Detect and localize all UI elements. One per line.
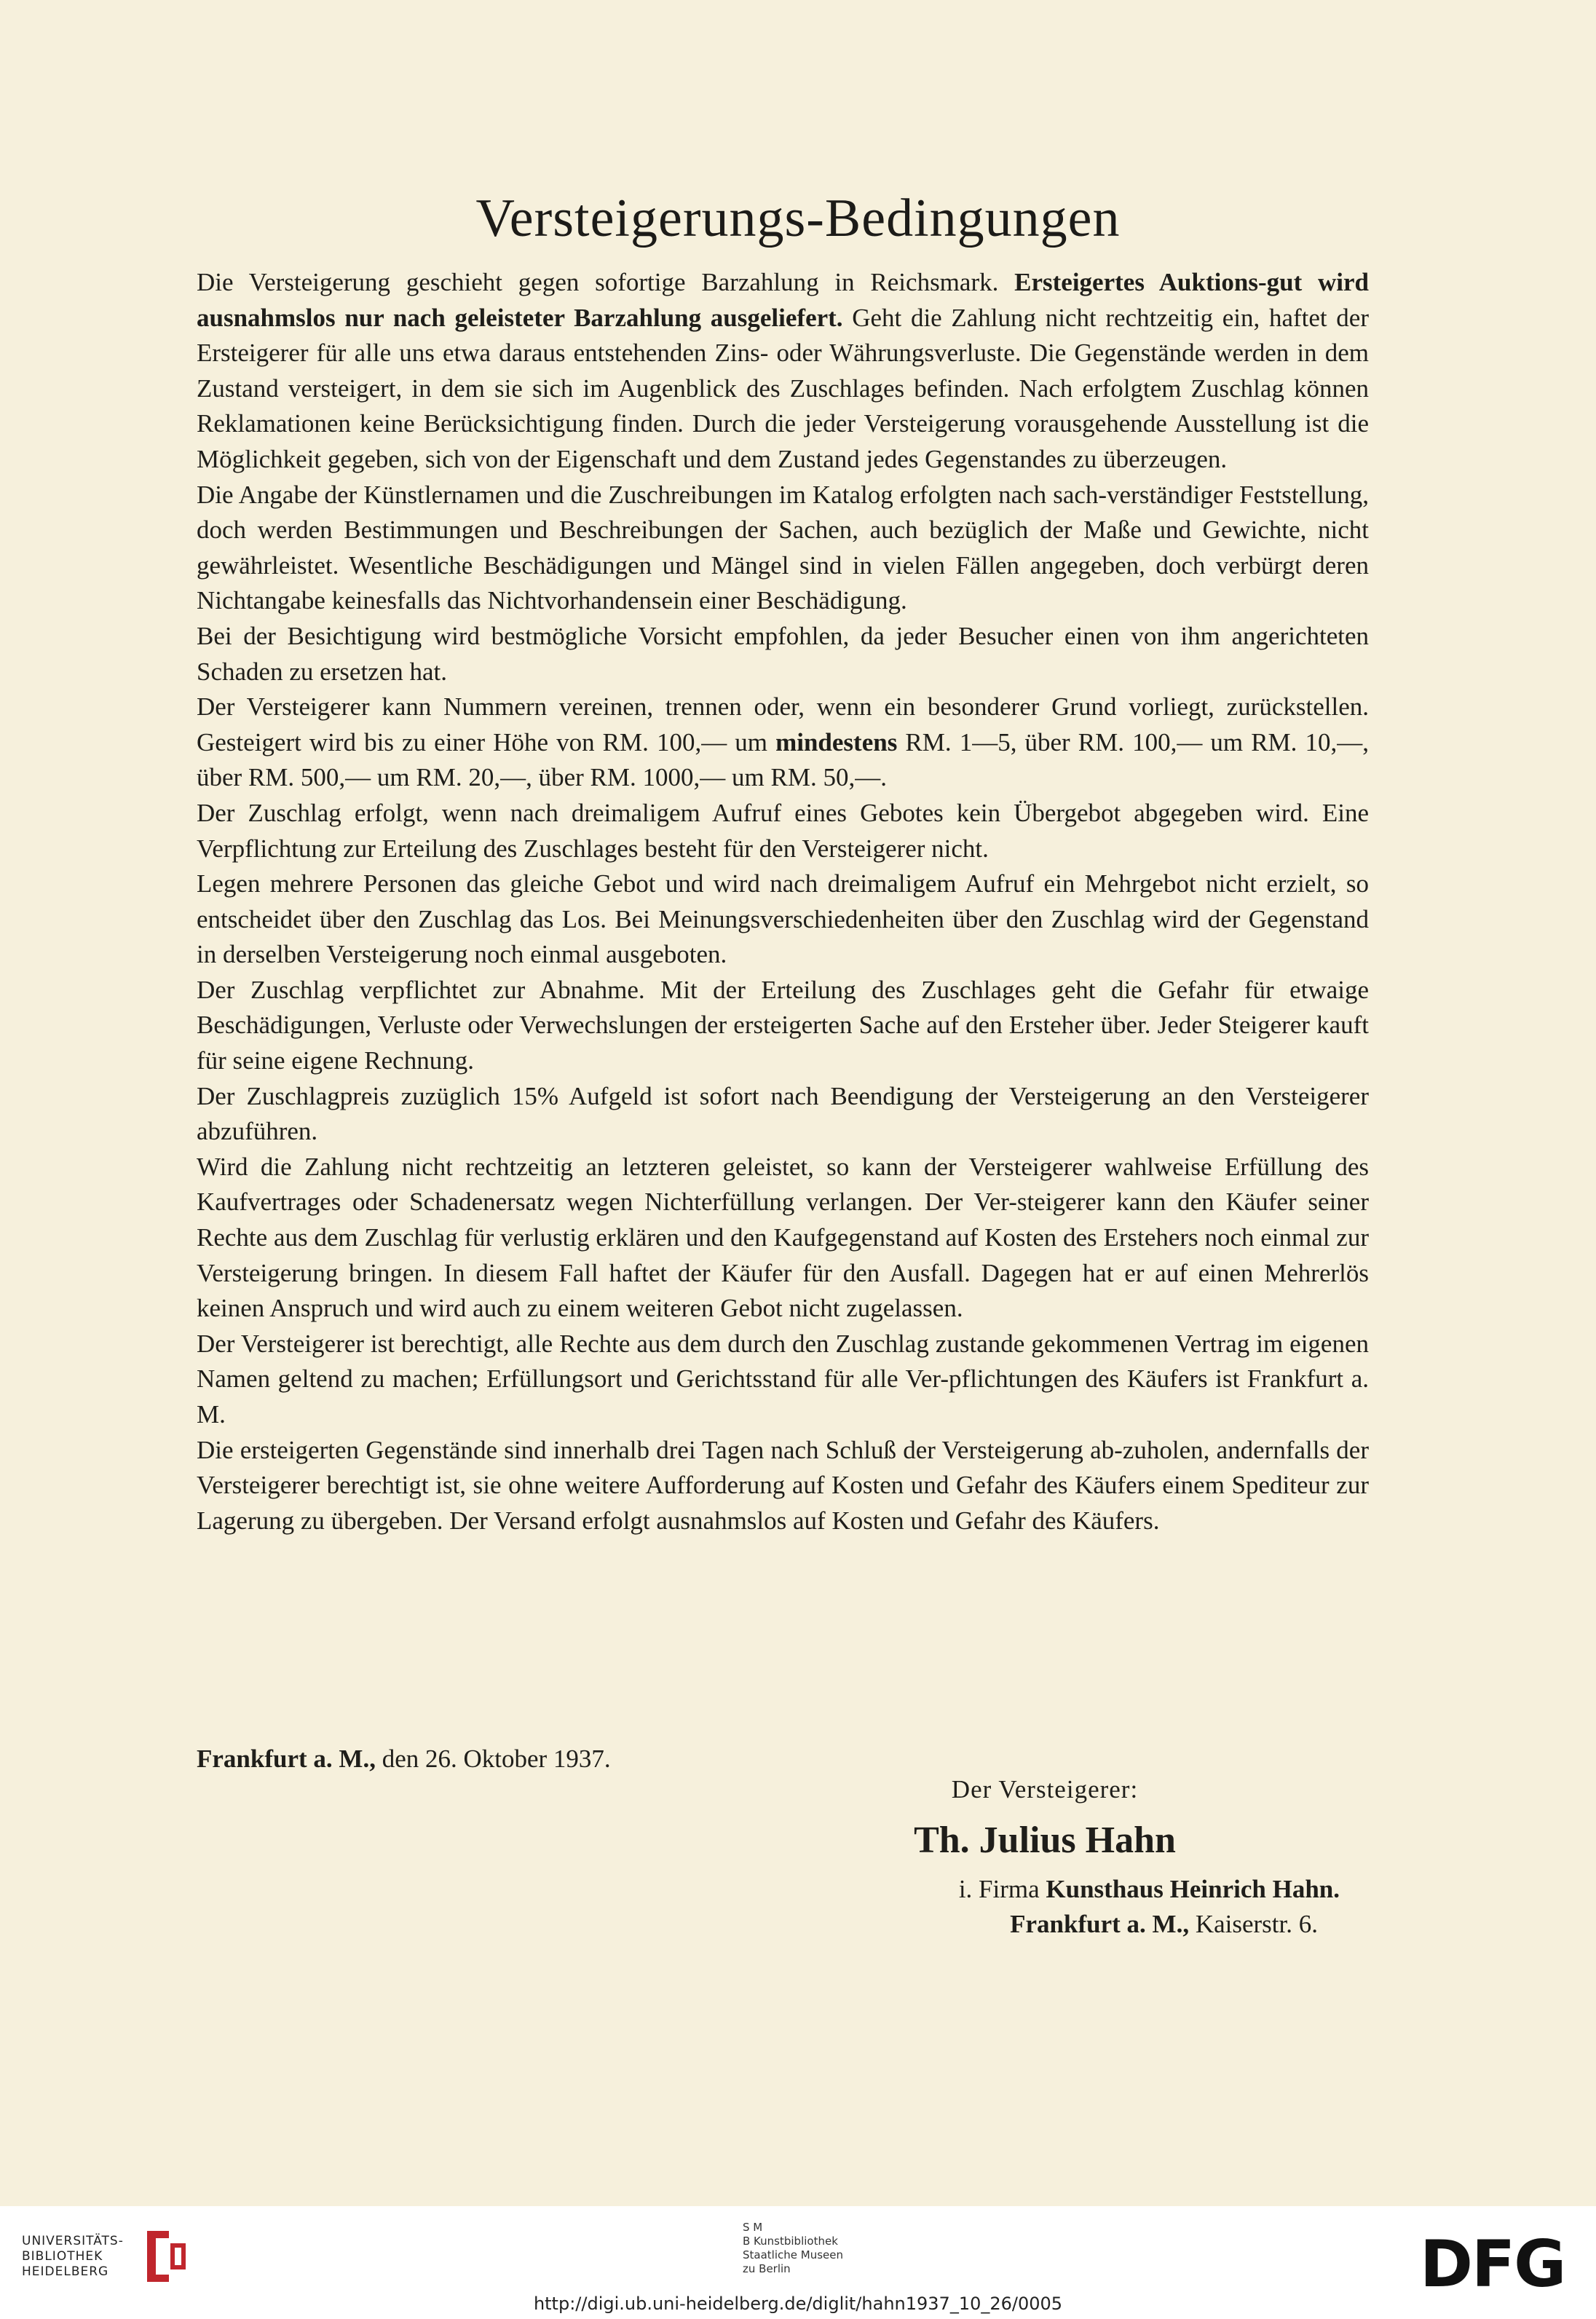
paragraph-premium: Der Zuschlagpreis zuzüglich 15% Aufgeld ist sofort nach Beendigung der Versteigerung an den Versteigerer abzuführen. bbox=[197, 1081, 1369, 1146]
kunstbibliothek-credit bbox=[743, 2221, 843, 2276]
credit-line: B Kunstbibliothek bbox=[743, 2235, 838, 2248]
signature-name: Th. Julius Hahn bbox=[914, 1820, 1176, 1861]
dateline-place: Frankfurt a. M., bbox=[197, 1745, 376, 1773]
paragraph-bidding bbox=[197, 690, 1369, 796]
signature-address bbox=[684, 1910, 1340, 1939]
text-run: Die Versteigerung geschieht gegen sofortige Barzahlung in Reichsmark. bbox=[197, 268, 1015, 296]
paragraph-viewing: Bei der Besichtigung wird bestmögliche Vorsicht empfohlen, da jeder Besucher einen von ihm angerichteten Schaden zu ersetzen hat. bbox=[197, 621, 1369, 686]
paragraph-tie: Legen mehrere Personen das gleiche Gebot und wird nach dreimaligem Aufruf ein Mehrgebot nicht erzielt, so entscheidet über den Zuschlag das Los. Bei Meinungsverschiedenheiten über den Zuschlag wird der Gegenstand in derselben Versteigerung noch einmal ausgeboten. bbox=[197, 869, 1369, 969]
bold-text-run: mindestens bbox=[775, 727, 898, 756]
text-run: RM. 1—5, über RM. 100,— um RM. 10,—, über RM. 500,— um RM. 20,—, über RM. 1000,— um RM. 50,—. bbox=[197, 727, 1369, 792]
text-run: Geht die Zahlung nicht rechtzeitig ein, haftet der Ersteigerer für alle uns etwa daraus entstehenden Zins- oder Währungsverluste. Die Gegenstände werden in dem Zustand versteigert, in dem sie sich im Augenblick des Zuschlages befinden. Nach erfolgtem Zuschlag können Reklamationen keine Berücksichtigung finden. Durch die jeder Versteigerung vorausgehende Ausstellung ist die Möglichkeit gegeben, sich von der Eigenschaft und dem Zustand jedes Gegenstandes zu überzeugen. bbox=[197, 303, 1369, 473]
paragraph-payment bbox=[197, 265, 1369, 478]
uni-line: UNIVERSITÄTS- bbox=[22, 2234, 124, 2248]
uni-line: BIBLIOTHEK bbox=[22, 2249, 103, 2264]
conditions-text bbox=[197, 265, 1369, 1538]
bold-text-run: Ersteigertes Auktions-gut wird ausnahmslos nur nach geleisteter Barzahlung ausgeliefert. bbox=[197, 268, 1370, 332]
dfg-logo: DFG bbox=[1420, 2227, 1565, 2302]
address-city: Frankfurt a. M., bbox=[1010, 1910, 1190, 1938]
paragraph-collection: Die ersteigerten Gegenstände sind innerhalb drei Tagen nach Schluß der Versteigerung ab-zuholen, andernfalls der Versteigerer berechtigt ist, sie ohne weitere Aufforderung auf Kosten und Gefahr des Käufers einem Spediteur zur Lagerung zu übergeben. Der Versand erfolgt ausnahmslos auf Kosten und Gefahr des Käufers. bbox=[197, 1435, 1369, 1535]
firm-name: Kunsthaus Heinrich Hahn. bbox=[1046, 1875, 1340, 1903]
paragraph-hammer: Der Zuschlag erfolgt, wenn nach dreimaligem Aufruf eines Gebotes kein Übergebot abgegeben wird. Eine Verpflichtung zur Erteilung des Zuschlages besteht für den Versteigerer nicht. bbox=[197, 798, 1369, 863]
firm-prefix: i. Firma bbox=[958, 1875, 1046, 1903]
university-library-name bbox=[22, 2234, 124, 2280]
text-run: Der Versteigerer kann Nummern vereinen, trennen oder, wenn ein besonderer Grund vorliegt, zurückstellen. Gesteigert wird bis zu einer Höhe von RM. 100,— um bbox=[197, 692, 1369, 756]
signature-block bbox=[684, 1775, 1340, 1939]
uni-line: HEIDELBERG bbox=[22, 2264, 109, 2279]
source-url[interactable]: http://digi.ub.uni-heidelberg.de/diglit/hahn1937_10_26/0005 bbox=[533, 2294, 1063, 2314]
page-title: Versteigerungs-Bedingungen bbox=[475, 189, 1121, 248]
dateline-date: den 26. Oktober 1937. bbox=[375, 1745, 611, 1773]
paragraph-rights: Der Versteigerer ist berechtigt, alle Rechte aus dem durch den Zuschlag zustande gekommenen Vertrag im eigenen Namen geltend zu machen; Erfüllungsort und Gerichtsstand für alle Ver-pflichtungen des Käufers ist Frankfurt a. M. bbox=[197, 1329, 1369, 1429]
dateline bbox=[197, 1745, 611, 1774]
heidelberg-library-logo-icon bbox=[140, 2224, 191, 2289]
address-street: Kaiserstr. 6. bbox=[1189, 1910, 1318, 1938]
credit-line: S M bbox=[743, 2221, 763, 2234]
paragraph-obligation: Der Zuschlag verpflichtet zur Abnahme. Mit der Erteilung des Zuschlages geht die Gefahr für etwaige Beschädigungen, Verluste oder Verwechslungen der ersteigerten Sache auf den Ersteher über. Jeder Steigerer kauft für seine eigene Rechnung. bbox=[197, 975, 1369, 1075]
paragraph-default: Wird die Zahlung nicht rechtzeitig an letzteren geleistet, so kann der Versteigerer wahlweise Erfüllung des Kaufvertrages oder Schadenersatz wegen Nichterfüllung verlangen. Der Ver-steigerer kann den Käufer seiner Rechte aus dem Zuschlag für verlustig erklären und den Kaufgegenstand auf Kosten des Erstehers noch einmal zur Versteigerung bringen. In diesem Fall haftet der Käufer für den Ausfall. Dagegen hat er auf einen Mehrerlös keinen Anspruch und wird auch zu einem weiteren Gebot nicht zugelassen. bbox=[197, 1152, 1369, 1323]
credit-line: zu Berlin bbox=[743, 2262, 791, 2275]
paragraph-attribution: Die Angabe der Künstlernamen und die Zuschreibungen im Katalog erfolgten nach sach-verständiger Feststellung, doch werden Bestimmungen und Beschreibungen der Sachen, auch bezüglich der Maße und Gewichte, nicht gewährleistet. Wesentliche Beschädigungen und Mängel sind in vielen Fällen angegeben, doch verbürgt deren Nichtangabe keinesfalls das Nichtvorhandensein einer Beschädigung. bbox=[197, 480, 1369, 615]
credit-line: Staatliche Museen bbox=[743, 2248, 843, 2261]
signature-firm bbox=[684, 1875, 1340, 1904]
signature-role: Der Versteigerer: bbox=[951, 1775, 1139, 1804]
